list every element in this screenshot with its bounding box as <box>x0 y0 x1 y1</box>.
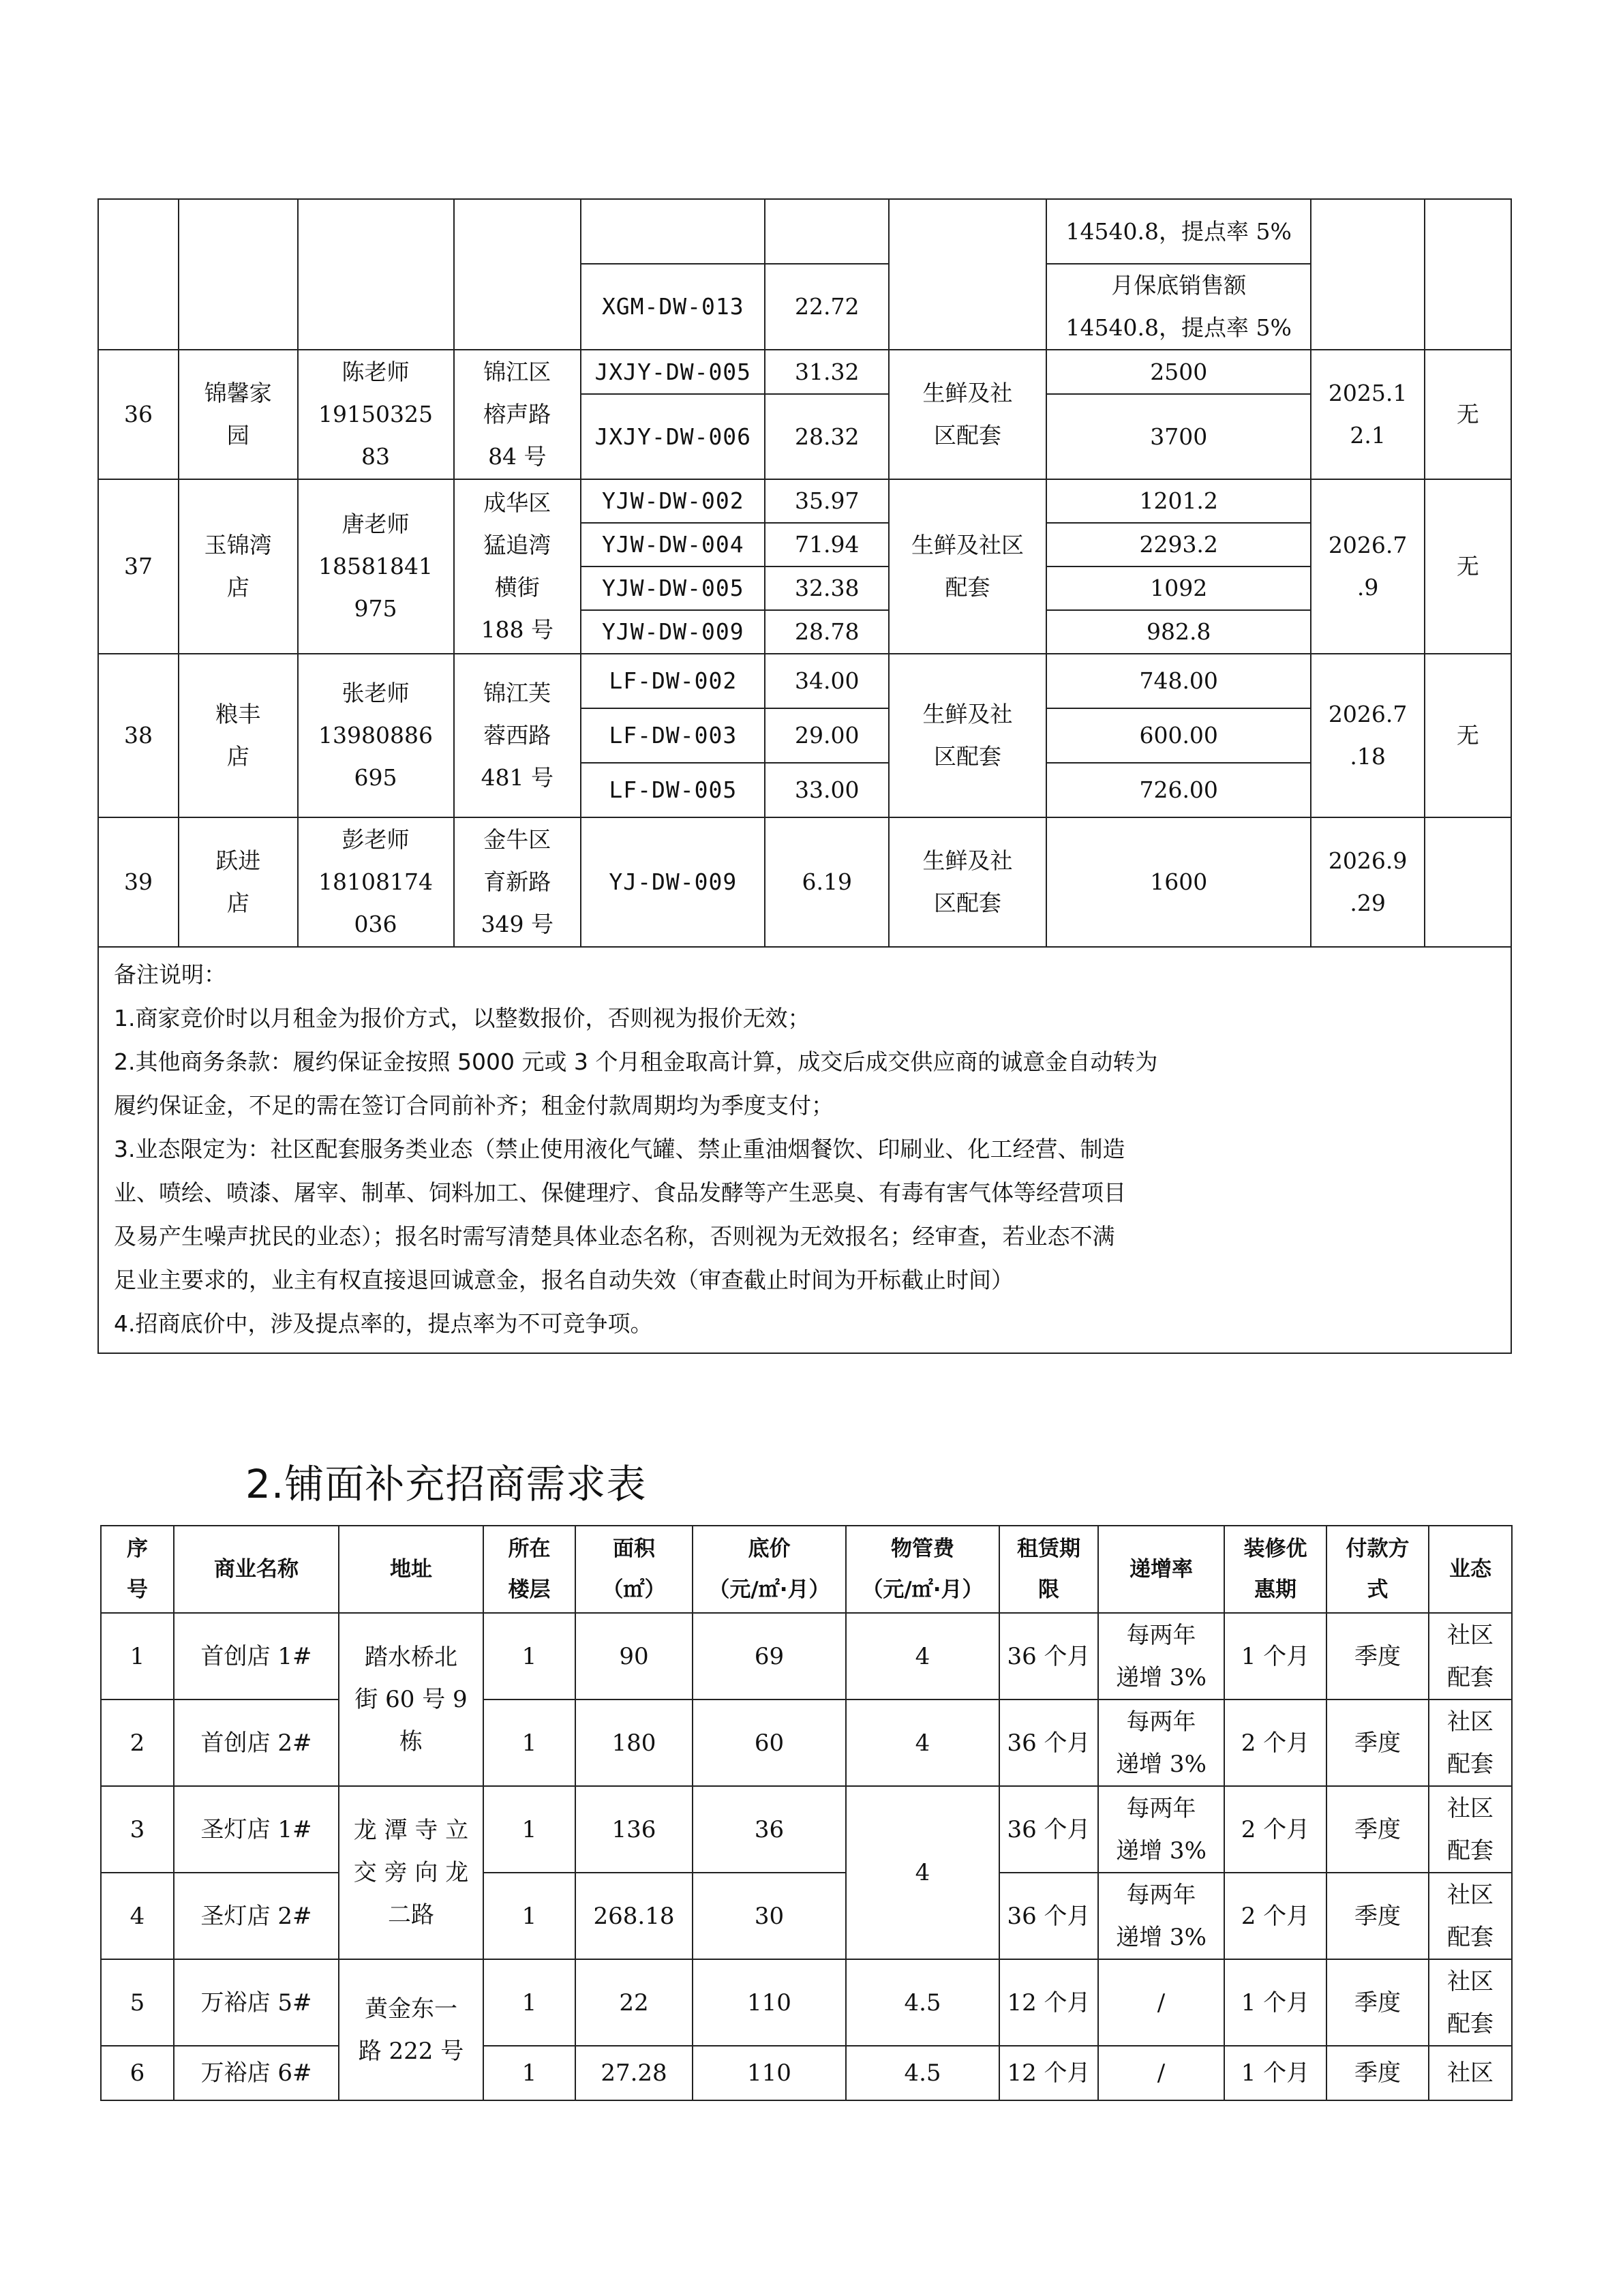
end-date <box>1311 817 1424 947</box>
unit-area: 35.97 <box>765 479 889 523</box>
unit-code: XGM-DW-013 <box>581 264 765 350</box>
increase-line: 递增 3% <box>1116 1750 1207 1778</box>
shop-name: 圣灯店 1# <box>174 1786 339 1873</box>
store-name-line: 粮丰 <box>215 701 261 727</box>
increase-rate <box>1098 1613 1224 1700</box>
contact-line: 陈老师 <box>342 359 410 385</box>
address-line: 黄金东一 <box>365 1995 457 2023</box>
contact-line: 036 <box>354 911 397 937</box>
address-line: 锦江芙 <box>483 680 551 706</box>
store-name <box>179 350 298 479</box>
end-date <box>1311 654 1424 817</box>
contact-line: 唐老师 <box>342 511 410 537</box>
base-price: 60 <box>693 1700 846 1786</box>
address-line: 交 旁 向 龙 <box>353 1859 469 1886</box>
payment-method: 季度 <box>1326 1959 1429 2046</box>
address-line: 踏水桥北 <box>365 1644 457 1671</box>
header-line: 面积 <box>613 1537 655 1561</box>
decoration-period: 1 个月 <box>1224 1613 1326 1700</box>
business-type <box>1429 1959 1512 2046</box>
header-cell <box>693 1526 846 1613</box>
address-line: 路 222 号 <box>358 2037 464 2065</box>
property-fee: 4.5 <box>846 1959 999 2046</box>
address-line: 育新路 <box>483 868 551 895</box>
contact-line: 13980886 <box>318 722 433 749</box>
increase-rate <box>1098 1700 1224 1786</box>
unit-code: LF-DW-005 <box>581 763 765 817</box>
note-line: 业、喷绘、喷漆、屠宰、制革、饲料加工、保健理疗、食品发酵等产生恶臭、有毒有害气体等经营项目 <box>114 1179 1126 1206</box>
end-date-line: 2026.9 <box>1328 847 1408 874</box>
note-line: 履约保证金，不足的需在签订合同前补齐；租金付款周期均为季度支付； <box>114 1092 834 1119</box>
header-line: 地址 <box>390 1557 432 1582</box>
property-fee: 4.5 <box>846 2046 999 2100</box>
header-line: （㎡） <box>602 1577 666 1602</box>
note-line: 2.其他商务条款：履约保证金按照 5000 元或 3 个月租金取高计算，成交后成交供应商的诚意金自动转为 <box>114 1048 1158 1075</box>
unit-code: YJW-DW-009 <box>581 610 765 654</box>
continued-cell <box>98 199 179 350</box>
unit-price: 2293.2 <box>1046 523 1311 567</box>
decoration-period: 1 个月 <box>1224 1959 1326 2046</box>
shop-name: 首创店 2# <box>174 1700 339 1786</box>
note-line: 足业主要求的，业主有权直接退回诚意金，报名自动失效（审查截止时间为开标截止时间） <box>114 1267 1014 1293</box>
business-type <box>889 654 1046 817</box>
continued-cell <box>889 199 1046 350</box>
end-date-line: 2025.1 <box>1328 380 1408 406</box>
business-line: 社区 <box>1447 1881 1493 1909</box>
header-line: 楼层 <box>508 1577 551 1602</box>
business-line: 社区 <box>1447 1708 1493 1736</box>
address-line: 成华区 <box>483 489 551 516</box>
unit-price: 1092 <box>1046 567 1311 610</box>
area: 27.28 <box>575 2046 693 2100</box>
unit-area: 22.72 <box>765 264 889 350</box>
address-line: 龙 潭 寺 立 <box>353 1817 469 1844</box>
unit-price: 3700 <box>1046 394 1311 479</box>
unit-code: LF-DW-003 <box>581 708 765 763</box>
row-number: 3 <box>101 1786 174 1873</box>
unit-area: 6.19 <box>765 817 889 947</box>
increase-line: 递增 3% <box>1116 1923 1207 1951</box>
address-line: 金牛区 <box>483 826 551 853</box>
area: 90 <box>575 1613 693 1700</box>
row-number: 1 <box>101 1613 174 1700</box>
unit-area: 31.32 <box>765 350 889 394</box>
decoration-period: 2 个月 <box>1224 1873 1326 1959</box>
business-line: 配套 <box>1447 1663 1493 1691</box>
business-type: 社区 <box>1429 2046 1512 2100</box>
note-line: 4.招商底价中，涉及提点率的，提点率为不可竞争项。 <box>114 1310 653 1337</box>
other-note: 无 <box>1425 479 1511 654</box>
header-cell <box>339 1526 483 1613</box>
header-cell <box>1098 1526 1224 1613</box>
contact <box>298 654 454 817</box>
unit-price: 748.00 <box>1046 654 1311 708</box>
note-line: 1.商家竞价时以月租金为报价方式，以整数报价，否则视为报价无效； <box>114 1005 810 1031</box>
end-date <box>1311 479 1424 654</box>
business-line: 配套 <box>1447 1837 1493 1864</box>
business-line: 配套 <box>1447 1750 1493 1778</box>
store-name <box>179 817 298 947</box>
business-type-line: 区配套 <box>934 890 1002 916</box>
contact-line: 18581841 <box>318 553 433 579</box>
business-type <box>1429 1700 1512 1786</box>
increase-line: 每两年 <box>1126 1881 1196 1909</box>
floor: 1 <box>483 1700 575 1786</box>
header-line: 付款方 <box>1346 1537 1410 1561</box>
header-line: 租赁期 <box>1017 1537 1080 1561</box>
address <box>454 654 581 817</box>
note-line: 及易产生噪声扰民的业态）；报名时需写清楚具体业态名称，否则视为无效报名；经审查，若业态不满 <box>114 1223 1115 1250</box>
address <box>339 1786 483 1959</box>
base-price: 36 <box>693 1786 846 1873</box>
end-date-line: 2026.7 <box>1328 701 1408 727</box>
header-line: 限 <box>1038 1577 1059 1602</box>
row-number: 2 <box>101 1700 174 1786</box>
unit-area: 32.38 <box>765 567 889 610</box>
continued-cell <box>581 199 765 264</box>
row-number: 38 <box>98 654 179 817</box>
area: 268.18 <box>575 1873 693 1959</box>
business-type <box>1429 1873 1512 1959</box>
header-line: 底价 <box>748 1537 791 1561</box>
store-name <box>179 654 298 817</box>
header-cell <box>1429 1526 1512 1613</box>
header-line: 装修优 <box>1243 1537 1307 1561</box>
lease-term: 12 个月 <box>999 2046 1098 2100</box>
header-line: 物管费 <box>891 1537 954 1561</box>
other-note: 无 <box>1425 654 1511 817</box>
row-number: 37 <box>98 479 179 654</box>
unit-code: YJW-DW-004 <box>581 523 765 567</box>
price-text: 14540.8，提点率 5% <box>1065 217 1292 245</box>
base-price: 110 <box>693 1959 846 2046</box>
contact-line: 张老师 <box>342 680 410 706</box>
area: 22 <box>575 1959 693 2046</box>
address-line: 猛追湾 <box>483 532 551 558</box>
header-line: （元/㎡·月） <box>862 1577 984 1602</box>
lease-term: 12 个月 <box>999 1959 1098 2046</box>
header-cell <box>101 1526 174 1613</box>
property-fee: 4 <box>846 1613 999 1700</box>
floor: 1 <box>483 1786 575 1873</box>
unit-area: 28.78 <box>765 610 889 654</box>
header-cell <box>174 1526 339 1613</box>
floor: 1 <box>483 1959 575 2046</box>
row-number: 5 <box>101 1959 174 2046</box>
unit-area: 29.00 <box>765 708 889 763</box>
unit-area: 33.00 <box>765 763 889 817</box>
shop-name: 圣灯店 2# <box>174 1873 339 1959</box>
end-date <box>1311 350 1424 479</box>
store-name <box>179 479 298 654</box>
address <box>339 1959 483 2100</box>
notes-title: 备注说明： <box>114 961 226 988</box>
address-line: 锦江区 <box>483 359 551 385</box>
section-title: 2.铺面补充招商需求表 <box>245 1461 647 1507</box>
header-line: 惠期 <box>1254 1577 1296 1602</box>
business-type <box>889 479 1046 654</box>
business-line: 社区 <box>1447 1967 1493 1995</box>
notes-block <box>98 947 1511 1353</box>
business-type <box>889 817 1046 947</box>
address <box>454 817 581 947</box>
shop-name: 万裕店 5# <box>174 1959 339 2046</box>
business-type-line: 生鲜及社 <box>922 380 1013 406</box>
increase-line: 每两年 <box>1126 1794 1196 1822</box>
unit-code: YJW-DW-002 <box>581 479 765 523</box>
business-line: 配套 <box>1447 2010 1493 2038</box>
increase-rate <box>1098 1786 1224 1873</box>
business-type <box>1429 1613 1512 1700</box>
continued-cell <box>1425 199 1511 350</box>
contact-line: 彭老师 <box>342 826 410 853</box>
unit-price: 982.8 <box>1046 610 1311 654</box>
row-number: 4 <box>101 1873 174 1959</box>
floor: 1 <box>483 1613 575 1700</box>
payment-method: 季度 <box>1326 1873 1429 1959</box>
unit-code: JXJY-DW-006 <box>581 394 765 479</box>
continued-cell <box>298 199 454 350</box>
increase-rate <box>1098 1873 1224 1959</box>
unit-price: 2500 <box>1046 350 1311 394</box>
floor: 1 <box>483 2046 575 2100</box>
unit-price: 1201.2 <box>1046 479 1311 523</box>
business-line: 社区 <box>1447 1621 1493 1649</box>
header-cell <box>483 1526 575 1613</box>
contact-line: 83 <box>361 443 390 470</box>
price-cell <box>1046 264 1311 350</box>
store-name-line: 锦馨家 <box>204 380 272 406</box>
merchant-table <box>97 198 1512 1354</box>
header-line: （元/㎡·月） <box>708 1577 830 1602</box>
other-note <box>1425 817 1511 947</box>
business-type <box>889 350 1046 479</box>
unit-price: 1600 <box>1046 817 1311 947</box>
header-line: 业态 <box>1449 1557 1491 1582</box>
area: 136 <box>575 1786 693 1873</box>
shop-name: 万裕店 6# <box>174 2046 339 2100</box>
payment-method: 季度 <box>1326 1613 1429 1700</box>
header-line: 序 <box>127 1537 148 1561</box>
unit-code: YJ-DW-009 <box>581 817 765 947</box>
contact <box>298 817 454 947</box>
base-price: 69 <box>693 1613 846 1700</box>
store-name-line: 店 <box>226 574 249 601</box>
property-fee: 4 <box>846 1700 999 1786</box>
property-fee: 4 <box>846 1786 999 1959</box>
base-price: 30 <box>693 1873 846 1959</box>
address-line: 84 号 <box>488 443 547 470</box>
end-date-line: .29 <box>1350 890 1386 916</box>
store-name-line: 园 <box>226 422 249 449</box>
increase-line: 每两年 <box>1126 1621 1196 1649</box>
business-line: 配套 <box>1447 1923 1493 1951</box>
address <box>339 1613 483 1786</box>
lease-term: 36 个月 <box>999 1873 1098 1959</box>
continued-cell <box>765 199 889 264</box>
price-text: 月保底销售额 <box>1111 272 1247 299</box>
address-line: 481 号 <box>481 764 554 791</box>
row-number: 36 <box>98 350 179 479</box>
continued-cell <box>179 199 298 350</box>
contact <box>298 350 454 479</box>
address-line: 栋 <box>399 1728 423 1755</box>
address-line: 街 60 号 9 <box>354 1686 468 1713</box>
store-name-line: 店 <box>226 743 249 770</box>
end-date-line: .9 <box>1356 574 1379 601</box>
business-type <box>1429 1786 1512 1873</box>
unit-code: JXJY-DW-005 <box>581 350 765 394</box>
address-line: 二路 <box>388 1901 434 1929</box>
payment-method: 季度 <box>1326 2046 1429 2100</box>
lease-term: 36 个月 <box>999 1700 1098 1786</box>
header-cell <box>1224 1526 1326 1613</box>
header-line: 号 <box>127 1577 148 1602</box>
address-line: 蓉西路 <box>483 722 551 749</box>
address-line: 349 号 <box>481 911 554 937</box>
increase-line: 递增 3% <box>1116 1663 1207 1691</box>
store-name-line: 店 <box>226 890 249 916</box>
unit-code: YJW-DW-005 <box>581 567 765 610</box>
payment-method: 季度 <box>1326 1700 1429 1786</box>
decoration-period: 2 个月 <box>1224 1786 1326 1873</box>
other-note: 无 <box>1425 350 1511 479</box>
business-type-line: 生鲜及社 <box>922 847 1013 874</box>
increase-line: 递增 3% <box>1116 1837 1207 1864</box>
unit-price: 600.00 <box>1046 708 1311 763</box>
header-line: 商业名称 <box>214 1557 299 1582</box>
increase-rate: / <box>1098 1959 1224 2046</box>
store-name-line: 跃进 <box>215 847 261 874</box>
payment-method: 季度 <box>1326 1786 1429 1873</box>
address <box>454 479 581 654</box>
end-date-line: 2.1 <box>1350 422 1386 449</box>
decoration-period: 2 个月 <box>1224 1700 1326 1786</box>
address <box>454 350 581 479</box>
lease-term: 36 个月 <box>999 1786 1098 1873</box>
business-type-line: 区配套 <box>934 422 1002 449</box>
header-cell <box>846 1526 999 1613</box>
unit-area: 71.94 <box>765 523 889 567</box>
business-type-line: 生鲜及社区 <box>911 532 1025 558</box>
row-number: 39 <box>98 817 179 947</box>
decoration-period: 1 个月 <box>1224 2046 1326 2100</box>
contact-line: 975 <box>354 595 397 622</box>
contact-line: 19150325 <box>318 401 433 427</box>
base-price: 110 <box>693 2046 846 2100</box>
business-type-line: 配套 <box>945 574 990 601</box>
row-number: 6 <box>101 2046 174 2100</box>
increase-rate: / <box>1098 2046 1224 2100</box>
address-line: 188 号 <box>481 616 554 643</box>
floor: 1 <box>483 1873 575 1959</box>
store-name-line: 玉锦湾 <box>204 532 272 558</box>
continued-cell <box>1311 199 1424 350</box>
continued-cell <box>454 199 581 350</box>
business-type-line: 区配套 <box>934 743 1002 770</box>
price-cell <box>1046 199 1311 264</box>
header-line: 式 <box>1367 1577 1389 1602</box>
unit-price: 726.00 <box>1046 763 1311 817</box>
contact-line: 18108174 <box>318 868 433 895</box>
unit-code: LF-DW-002 <box>581 654 765 708</box>
supplementary-table <box>100 1525 1513 2101</box>
business-line: 社区 <box>1447 1794 1493 1822</box>
business-type-line: 生鲜及社 <box>922 701 1013 727</box>
shop-name: 首创店 1# <box>174 1613 339 1700</box>
header-cell <box>1326 1526 1429 1613</box>
contact-line: 695 <box>354 764 397 791</box>
header-line: 所在 <box>508 1537 551 1561</box>
header-cell <box>999 1526 1098 1613</box>
unit-area: 34.00 <box>765 654 889 708</box>
note-line: 3.业态限定为：社区配套服务类业态（禁止使用液化气罐、禁止重油烟餐饮、印刷业、化工经营、制造 <box>114 1136 1125 1162</box>
address-line: 榕声路 <box>483 401 551 427</box>
address-line: 横街 <box>494 574 540 601</box>
increase-line: 每两年 <box>1126 1708 1196 1736</box>
unit-area: 28.32 <box>765 394 889 479</box>
contact <box>298 479 454 654</box>
header-line: 递增率 <box>1129 1557 1193 1582</box>
price-text: 14540.8，提点率 5% <box>1065 314 1292 341</box>
end-date-line: .18 <box>1350 743 1386 770</box>
area: 180 <box>575 1700 693 1786</box>
end-date-line: 2026.7 <box>1328 532 1408 558</box>
header-cell <box>575 1526 693 1613</box>
lease-term: 36 个月 <box>999 1613 1098 1700</box>
